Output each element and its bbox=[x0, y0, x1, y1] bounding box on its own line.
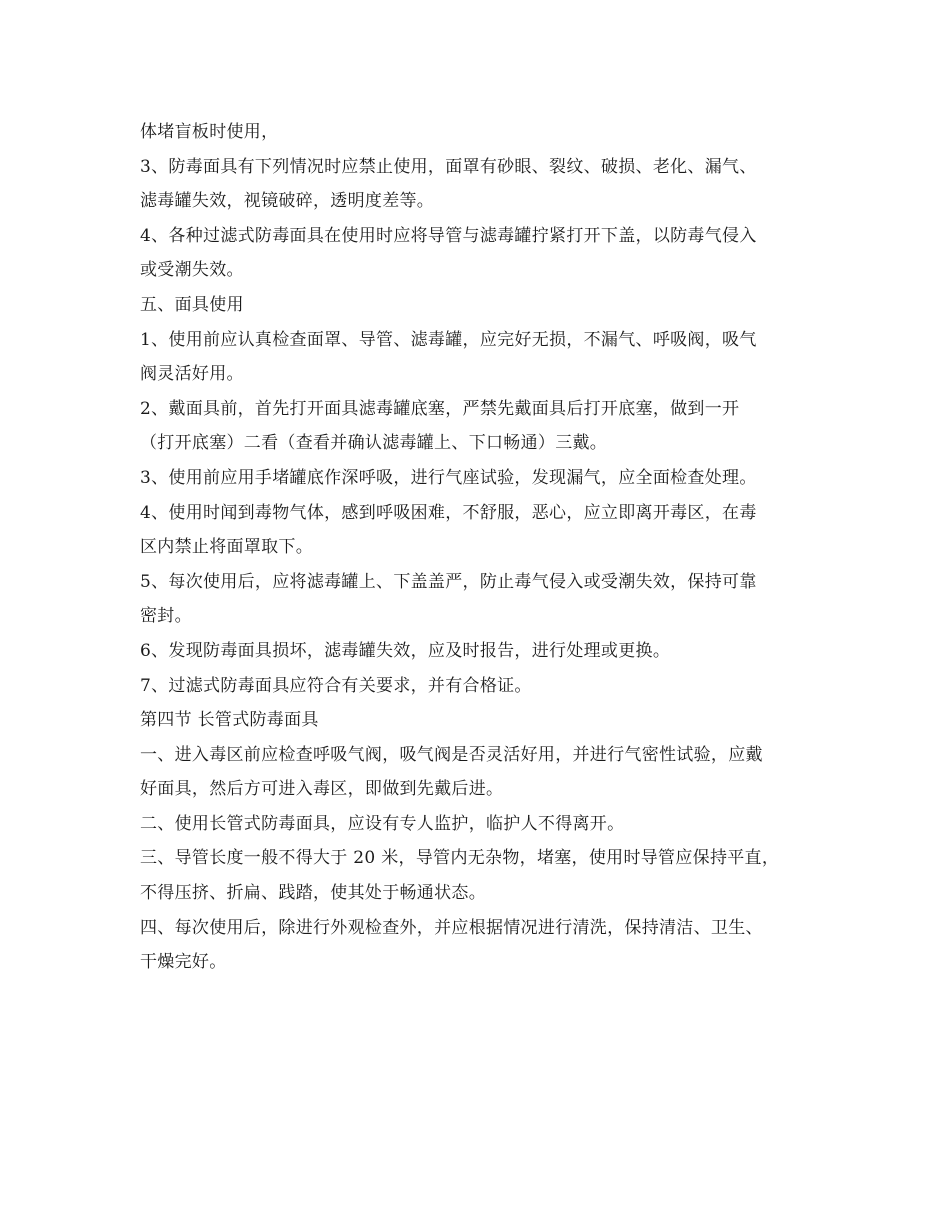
text-line: 或受潮失效。 bbox=[140, 260, 244, 281]
text-line: 区内禁止将面罩取下。 bbox=[140, 537, 313, 558]
text-line: 1、使用前应认真检查面罩、导管、滤毒罐，应完好无损，不漏气、呼吸阀，吸气 bbox=[140, 329, 757, 350]
text-line: 2、戴面具前，首先打开面具滤毒罐底塞，严禁先戴面具后打开底塞，做到一开 bbox=[140, 398, 740, 419]
document-body bbox=[140, 115, 830, 980]
text-line: 体堵盲板时使用， bbox=[140, 122, 279, 142]
text-line: 3、防毒面具有下列情况时应禁止使用，面罩有砂眼、裂纹、破损、老化、漏气、 bbox=[140, 156, 757, 177]
text-line: 6、发现防毒面具损坏，滤毒罐失效，应及时报告，进行处理或更换。 bbox=[140, 640, 671, 661]
text-line: 好面具，然后方可进入毒区，即做到先戴后进。 bbox=[140, 779, 504, 800]
text-line: 四、每次使用后，除进行外观检查外，并应根据情况进行清洗，保持清洁、卫生、 bbox=[140, 917, 763, 938]
text-line: 三、导管长度一般不得大于 20 米，导管内无杂物，堵塞，使用时导管应保持平直， bbox=[140, 848, 780, 869]
text-line: 4、使用时闻到毒物气体，感到呼吸困难，不舒服，恶心，应立即离开毒区，在毒 bbox=[140, 502, 757, 523]
section-heading: 五、面具使用 bbox=[140, 294, 244, 315]
text-line: 二、使用长管式防毒面具，应设有专人监护，临护人不得离开。 bbox=[140, 813, 625, 834]
text-line: 7、过滤式防毒面具应符合有关要求，并有合格证。 bbox=[140, 675, 532, 696]
text-line: 5、每次使用后，应将滤毒罐上、下盖盖严，防止毒气侵入或受潮失效，保持可靠 bbox=[140, 571, 757, 592]
text-line: （打开底塞）二看（查看并确认滤毒罐上、下口畅通）三戴。 bbox=[140, 433, 608, 454]
text-line: 一、进入毒区前应检查呼吸气阀，吸气阀是否灵活好用，并进行气密性试验，应戴 bbox=[140, 744, 763, 765]
text-line: 不得压挤、折扁、践踏，使其处于畅通状态。 bbox=[140, 883, 486, 904]
text-line: 密封。 bbox=[140, 606, 192, 627]
text-line: 3、使用前应用手堵罐底作深呼吸，进行气座试验，发现漏气，应全面检查处理。 bbox=[140, 467, 757, 488]
text-line: 干燥完好。 bbox=[140, 952, 227, 973]
section-heading: 第四节 长管式防毒面具 bbox=[140, 710, 319, 731]
text-line: 滤毒罐失效，视镜破碎，透明度差等。 bbox=[140, 191, 435, 212]
text-line: 阀灵活好用。 bbox=[140, 364, 244, 385]
text-line: 4、各种过滤式防毒面具在使用时应将导管与滤毒罐拧紧打开下盖，以防毒气侵入 bbox=[140, 225, 757, 246]
